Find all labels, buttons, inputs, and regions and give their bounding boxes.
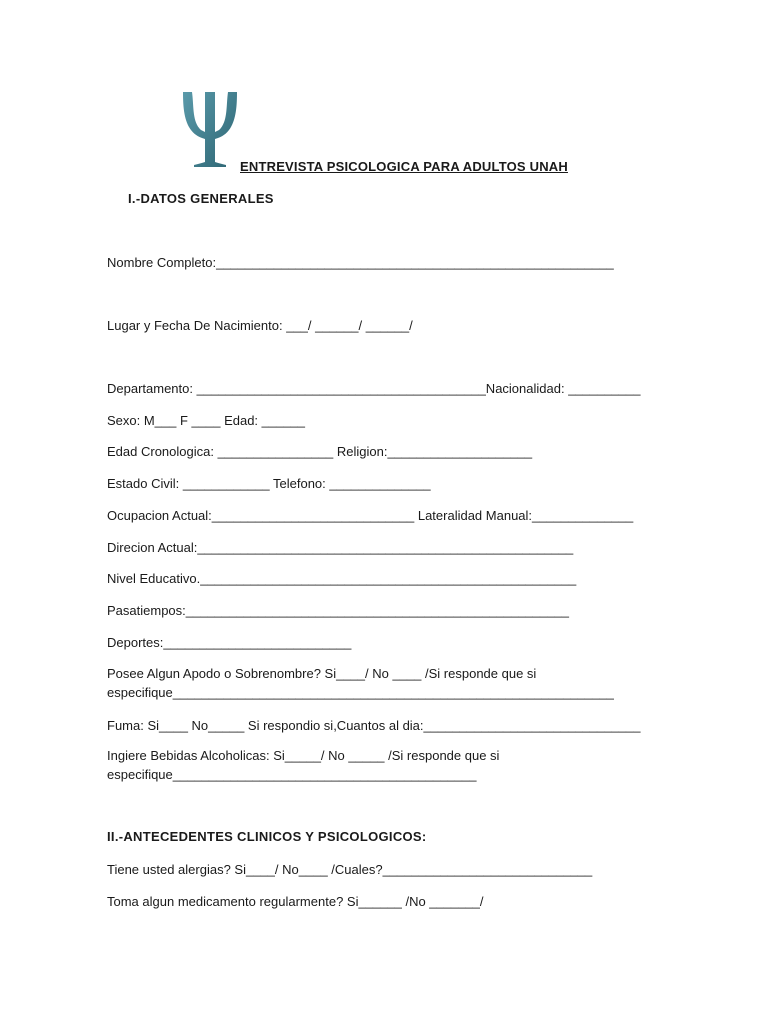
field-bebidas: Ingiere Bebidas Alcoholicas: Si_____/ No _____ /Si responde que si bbox=[107, 748, 500, 763]
psi-icon bbox=[180, 88, 242, 172]
field-fuma: Fuma: Si____ No_____ Si respondio si,Cuantos al dia:______________________________ bbox=[107, 718, 641, 733]
field-sexo-edad: Sexo: M___ F ____ Edad: ______ bbox=[107, 413, 306, 428]
field-departamento: Departamento: ________________________________________Nacionalidad: __________ bbox=[107, 381, 641, 396]
field-bebidas-especifique: especifique__________________________________________ bbox=[107, 767, 477, 782]
field-lugar-fecha-nacimiento: Lugar y Fecha De Nacimiento: ___/ ______/ ______/ bbox=[107, 318, 413, 333]
field-pasatiempos: Pasatiempos:_____________________________________________________ bbox=[107, 603, 569, 618]
field-nombre-completo: Nombre Completo:_______________________________________________________ bbox=[107, 255, 614, 270]
field-deportes: Deportes:__________________________ bbox=[107, 635, 352, 650]
field-ocupacion: Ocupacion Actual:____________________________ Lateralidad Manual:______________ bbox=[107, 508, 634, 523]
field-nivel-educativo: Nivel Educativo.____________________________________________________ bbox=[107, 571, 577, 586]
field-direccion: Direcion Actual:____________________________________________________ bbox=[107, 540, 574, 555]
field-estado-civil-telefono: Estado Civil: ____________ Telefono: ______________ bbox=[107, 476, 431, 491]
section-datos-generales: I.-DATOS GENERALES bbox=[128, 191, 274, 206]
field-alergias: Tiene usted alergias? Si____/ No____ /Cuales?_____________________________ bbox=[107, 862, 593, 877]
field-edad-religion: Edad Cronologica: ________________ Religion:____________________ bbox=[107, 444, 533, 459]
document-title: ENTREVISTA PSICOLOGICA PARA ADULTOS UNAH bbox=[240, 159, 568, 174]
field-apodo-especifique: especifique_____________________________________________________________ bbox=[107, 685, 614, 700]
field-apodo: Posee Algun Apodo o Sobrenombre? Si____/ No ____ /Si responde que si bbox=[107, 666, 537, 681]
field-medicamento: Toma algun medicamento regularmente? Si______ /No _______/ bbox=[107, 894, 484, 909]
section-antecedentes: II.-ANTECEDENTES CLINICOS Y PSICOLOGICOS: bbox=[107, 829, 427, 844]
